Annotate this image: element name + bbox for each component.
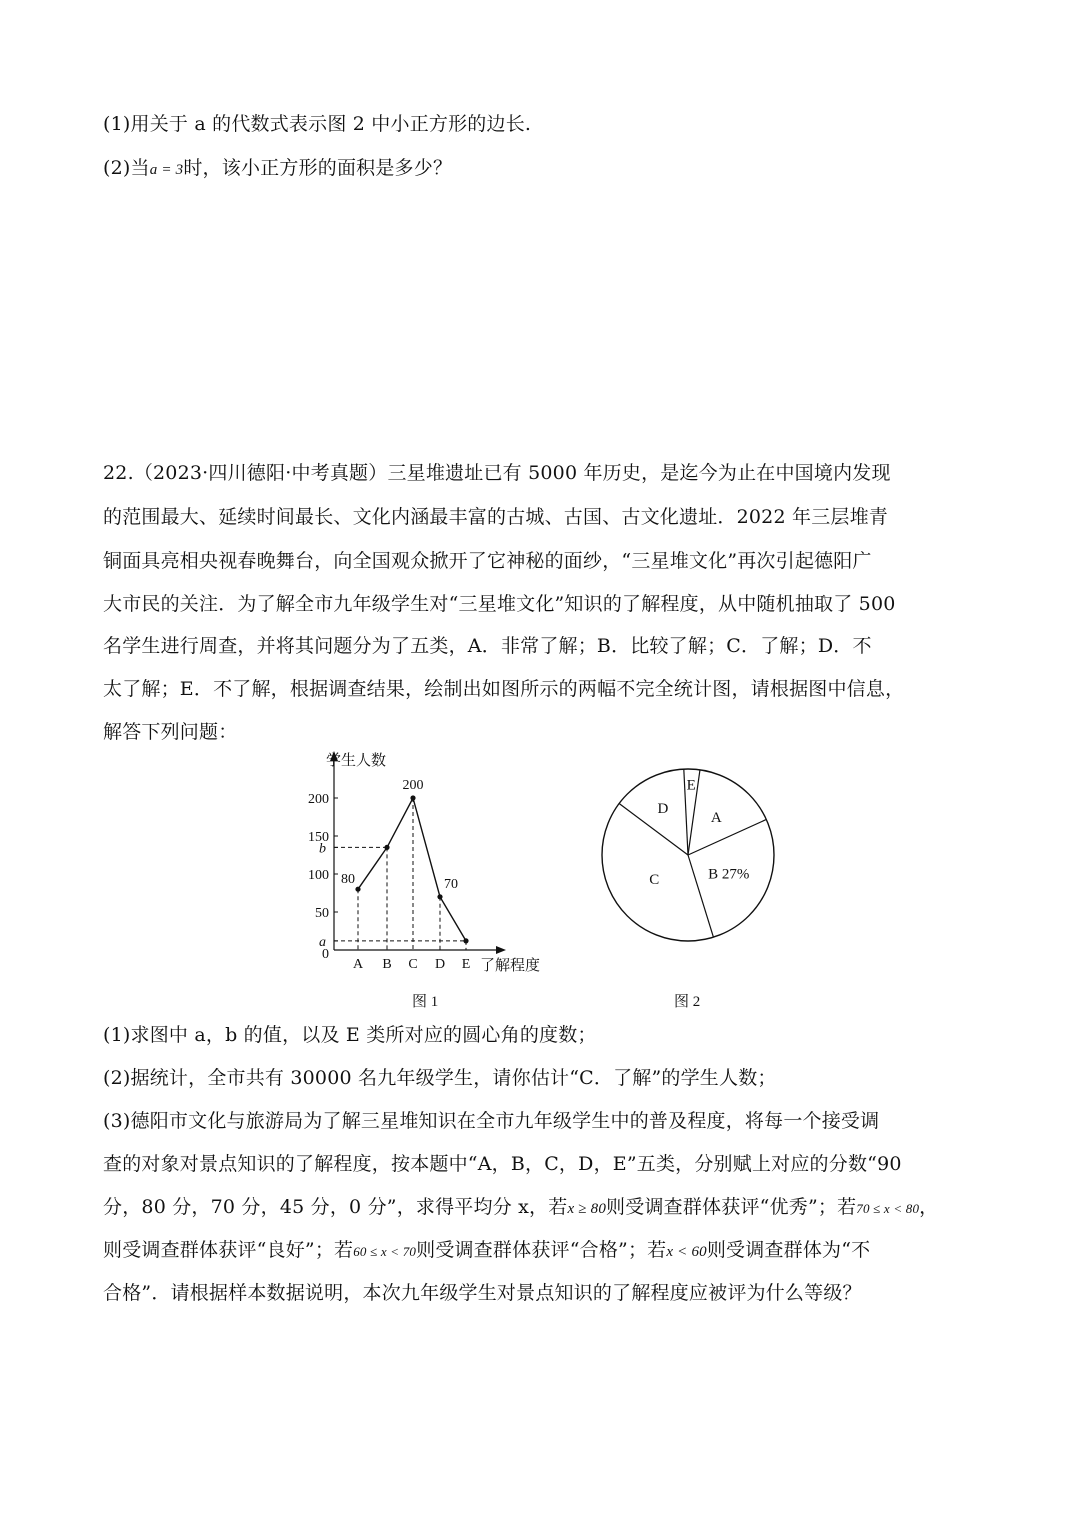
prev-question-1: (1)用关于 a 的代数式表示图 2 中小正方形的边长.	[103, 113, 532, 135]
point-E	[463, 938, 468, 943]
q3-l4-b: 则受调查群体获评“合格”；若	[416, 1239, 667, 1261]
y-tick-label: 50	[315, 906, 329, 921]
x-tick-label-A: A	[352, 957, 364, 972]
q3-l3-math-2: 70 ≤ x < 80	[856, 1201, 920, 1216]
problem-line-3: 铜面具亮相央视春晚舞台，向全国观众掀开了它神秘的面纱，“三星堆文化”再次引起德阳广	[103, 550, 872, 572]
prev-q2-pre: (2)当	[103, 157, 150, 179]
problem-line-6: 太了解；E．不了解，根据调查结果，绘制出如图所示的两幅不完全统计图，请根据图中信息，	[103, 678, 905, 700]
question-3-line-3	[103, 1195, 938, 1221]
problem-line-4: 大市民的关注．为了解全市九年级学生对“三星堆文化”知识的了解程度，从中随机抽取了 500	[103, 593, 896, 615]
pie-label-A: A	[710, 810, 722, 827]
point-C	[410, 795, 415, 800]
q3-l3-a: 分，80 分，70 分，45 分，0 分”，求得平均分 x，若	[103, 1196, 568, 1218]
y-tick-label: 100	[308, 868, 329, 883]
x-axis-title: 了解程度	[480, 958, 541, 974]
problem-line-5: 名学生进行周查，并将其问题分为了五类，A．非常了解；B．比较了解；C．了解；D．不	[103, 635, 872, 657]
prev-q2-math: a = 3	[149, 162, 184, 178]
x-axis-arrow	[496, 946, 506, 954]
x-tick-label-C: C	[408, 957, 418, 972]
q3-l4-c: 则受调查群体为“不	[706, 1239, 871, 1261]
point-B	[384, 845, 389, 850]
q3-l4-math-2: x < 60	[666, 1244, 707, 1260]
question-3-line-4	[103, 1238, 870, 1264]
pie-divider-3	[619, 800, 688, 855]
question-2: (2)据统计，全市共有 30000 名九年级学生，请你估计“C．了解”的学生人数；	[103, 1067, 777, 1089]
prev-question-2	[103, 156, 452, 182]
prev-q2-post: 时，该小正方形的面积是多少？	[183, 157, 453, 179]
figure-2-caption: 图 2	[674, 994, 701, 1010]
point-label-C: 200	[402, 778, 424, 793]
question-3-line-2: 查的对象对景点知识的了解程度，按本题中“A，B，C，D，E”五类，分别赋上对应的分数“90	[103, 1153, 902, 1175]
series-line	[358, 798, 466, 941]
problem-line-1: 22.（2023·四川德阳·中考真题）三星堆遗址已有 5000 年历史，是迄今为止在中国境内发现	[103, 462, 891, 484]
pie-label-C: C	[649, 871, 660, 888]
pie-label-E: E	[686, 777, 696, 794]
y-tick-label: 0	[322, 947, 329, 962]
question-1: (1)求图中 a，b 的值，以及 E 类所对应的圆心角的度数；	[103, 1024, 597, 1046]
special-tick-label-a: a	[319, 934, 326, 950]
pie-label-D: D	[657, 800, 669, 817]
problem-line-7: 解答下列问题：	[103, 721, 238, 743]
y-tick-label: 200	[308, 792, 329, 807]
q3-l4-math-1: 60 ≤ x < 70	[353, 1244, 417, 1259]
figure-1-caption: 图 1	[412, 994, 439, 1010]
pie-label-B: B 27%	[708, 866, 750, 883]
y-tick-label: 150	[308, 830, 329, 845]
q3-l3-math-1: x ≥ 80	[567, 1201, 607, 1217]
point-label-A: 80	[341, 872, 355, 888]
y-axis-title: 学生人数	[326, 753, 387, 769]
point-D	[437, 894, 442, 899]
x-tick-label-D: D	[434, 957, 446, 972]
figure-1-line-chart	[290, 745, 570, 985]
point-label-D: 70	[444, 876, 458, 892]
q3-l3-b: 则受调查群体获评“优秀”；若	[606, 1196, 857, 1218]
point-A	[355, 887, 360, 892]
q3-l4-a: 则受调查群体获评“良好”；若	[103, 1239, 354, 1261]
question-3-line-5: 合格”．请根据样本数据说明，本次九年级学生对景点知识的了解程度应被评为什么等级？	[103, 1282, 862, 1304]
pie-divider-1	[688, 819, 766, 855]
problem-line-2: 的范围最大、延续时间最长、文化内涵最丰富的古城、古国、古文化遗址．2022 年三层堆青	[103, 506, 888, 528]
special-tick-label-b: b	[319, 841, 326, 857]
x-tick-label-E: E	[461, 957, 471, 972]
figure-2-pie-chart	[590, 760, 790, 950]
x-tick-label-B: B	[382, 957, 392, 972]
q3-l3-c: ，	[919, 1196, 939, 1218]
question-3-line-1: (3)德阳市文化与旅游局为了解三星堆知识在全市九年级学生中的普及程度，将每一个接受调	[103, 1110, 880, 1132]
